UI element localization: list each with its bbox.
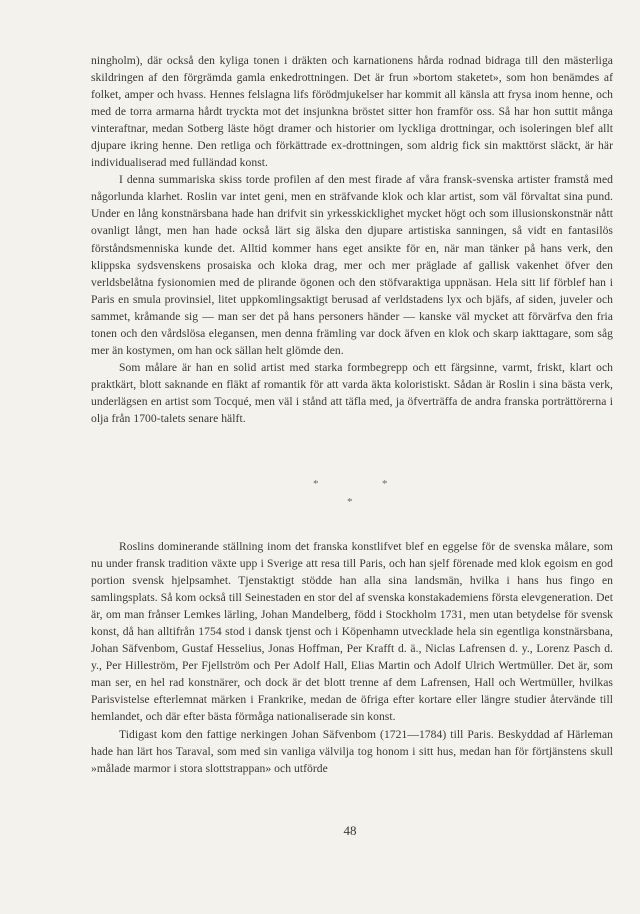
separator-asterisk-center: * <box>347 496 353 508</box>
paragraph-summary: I denna summariska skiss torde profilen af den mest firade af våra fransk-svenska artister framstå med någorlunda klarhet. Roslin var intet geni, men en sträfvande klok och klar artist, som väl förvaltat sina pund. Under en lång konstnärsbana hade han drifvit sin yrkesskicklighet mycket högt och som illusionskonstnär nått ovanligt långt, men han hade också lärt sig älska den djupare artistiska sanningen, så vidt en fantasilös förståndsmenniska kunde det. Alltid kommer hans eget ansikte för en, när man tänker på hans verk, den klippska sydsvenskens prosaiska och kloka drag, mer och mer präglade af gallisk vakenhet öfver den verldsbelåtna fysionomien med de plirande ögonen och den stöfvaraktiga uppnäsan. Hela sitt lif förblef han i Paris en smula provinsiel, litet uppkomlingsaktigt berusad af verldstadens lyx och bjäfs, af siden, juveler och sammet, kråmande sig — man ser det på hans personers händer — kanske väl mycket att förvärfva den fria tonen och den vårdslösa elegansen, men denna främling var dock äfven en klok och skarp iakttagare, som såg mer än kostymen, om han ock sällan helt glömde den. <box>91 173 613 357</box>
paragraph-painter: Som målare är han en solid artist med starka formbegrepp och ett färgsinne, varmt, friskt, klart och praktkärt, blott saknande en fläkt af romantik för att varda äkta koloristiskt. Sådan är Roslin i sina bästa verk, underlägsen en artist som Tocqué, men väl i stånd att täfla med, ja öfverträffa de andra franska porträttörerna i olja från 1700-talets senare hälft. <box>91 360 613 425</box>
paragraph-safvenbom: Tidigast kom den fattige nerkingen Johan Säfvenbom (1721—1784) till Paris. Beskyddad af Härleman hade han lärt hos Taraval, som med sin vanliga välvilja tog honom i sitt hus, medan han för förtjänstens skull »målade marmor i stora slottstrappan» och utförde <box>91 727 613 775</box>
lower-text-block <box>91 538 613 777</box>
separator-asterisk-left: * <box>313 478 319 490</box>
upper-text-block <box>91 52 613 427</box>
paragraph-continuation: ningholm), där också den kyliga tonen i dräkten och karnationens hårda rodnad bidraga till den mästerliga skildringen af den förgrämda gamla enkedrottningen. Det är frun »bortom staketet», som hon benämdes af folket, amper och hvass. Hennes felslagna lifs förödmjukelser har kommit all känsla att frysa inom henne, och med de torra armarna hårdt tryckta mot det insjunkna bröstet sitter hon framför oss. Så har hon suttit många vinteraftnar, medan Sotberg läste högt dramer och historier om lyckliga drottningar, och isoleringen blef allt djupare ikring henne. Den retliga och förkättrade ex-drottningen, som aldrig fick sin makttörst släckt, är här individualiserad med fulländad konst. <box>91 54 613 170</box>
separator-asterisk-right: * <box>382 478 388 490</box>
paragraph-dominance: Roslins dominerande ställning inom det franska konstlifvet blef en eggelse för de svenska målare, som nu under fransk tradition växte upp i Sverige att resa till Paris, och han sjelf förenade med klok egoism en god portion svensk hjelpsamhet. Tjenstaktigt stödde han alla sina landsmän, hvilka i hans hus fingo en samlingsplats. Så kom också till Seinestaden en stor del af svenska konstakademiens första elevgeneration. Det är, om man frånser Lemkes lärling, Johan Mandelberg, född i Stockholm 1731, men utan betydelse för svensk konst, då han alltifrån 1754 stod i dansk tjenst och i Köpenhamn utvecklade hela sin egentliga konstnärsbana, Johan Säfvenbom, Gustaf Hesselius, Jonas Hoffman, Per Krafft d. ä., Niclas Lafrensen d. y., Lorenz Pasch d. y., Per Hilleström, Per Fjellström och Per Adolf Hall, Elias Martin och Adolf Ulrich Wertmüller. Det är, som man ser, en hel rad konstnärer, och dock är det blott trenne af dem Lafrensen, Hall och Wertmüller, hvilkas Parisvistelse efterlemnat märken i Frankrike, medan de öfriga efter kortare eller längre studier återvände till hemlandet, och där efter bästa förmåga nationaliserade sin konst. <box>91 540 613 724</box>
page-number: 48 <box>343 823 357 838</box>
